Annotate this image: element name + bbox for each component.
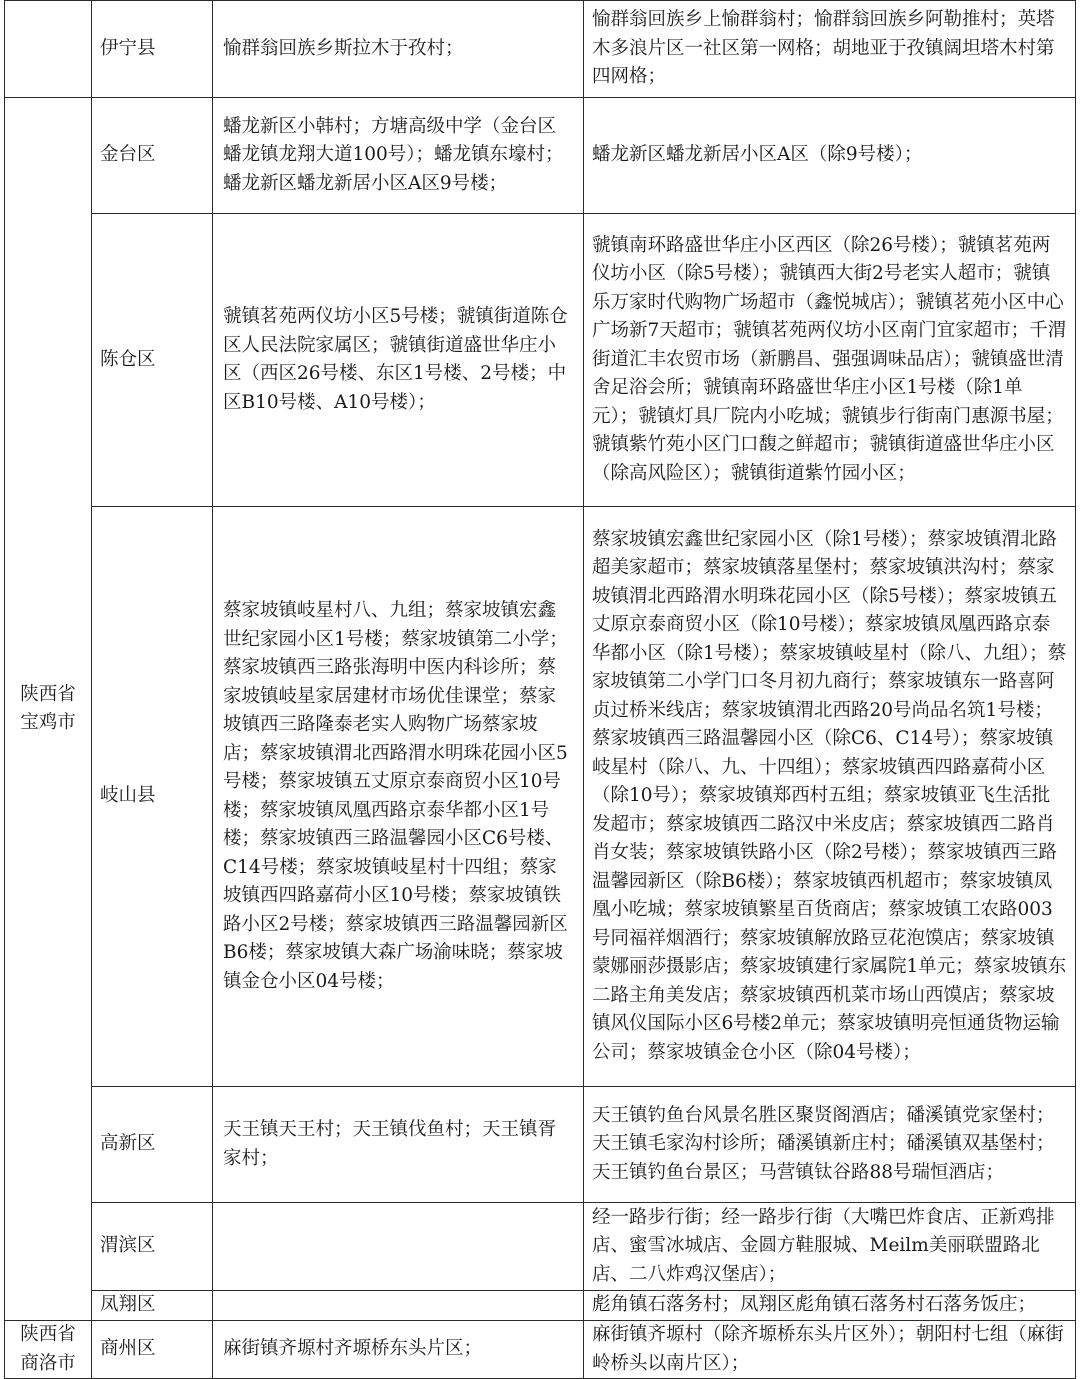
high-risk-cell: 蔡家坡镇岐星村八、九组；蔡家坡镇宏鑫世纪家园小区1号楼；蔡家坡镇第二小学；蔡家坡镇西三路张海明中医内科诊所；蔡家坡镇岐星家居建材市场优佳课堂；蔡家坡镇西三路隆泰老实人购物广场蔡家坡店；蔡家坡镇渭北西路渭水明珠花园小区5号楼；蔡家坡镇五丈原京泰商贸小区10号楼；蔡家坡镇凤凰西路京泰华都小区1号楼；蔡家坡镇西三路温馨园小区C6号楼、C14号楼；蔡家坡镇岐星村十四组；蔡家坡镇西四路嘉荷小区10号楼；蔡家坡镇铁路小区2号楼；蔡家坡镇西三路温馨园新区B6楼；蔡家坡镇大森广场渝味晓；蔡家坡镇金仓小区04号楼；: [213, 507, 584, 1087]
high-risk-cell: 愉群翁回族乡斯拉木于孜村；: [213, 1, 584, 98]
table-row: [5, 1321, 1076, 1379]
high-risk-cell: 麻街镇齐塬村齐塬桥东头片区；: [213, 1321, 584, 1379]
medium-risk-cell: 彪角镇石落务村；凤翔区彪角镇石落务村石落务饭庄；: [584, 1291, 1076, 1321]
table-row: [5, 1291, 1076, 1321]
medium-risk-cell: 经一路步行街；经一路步行街（大嘴巴炸食店、正新鸡排店、蜜雪冰城店、金圆方鞋服城、Meilm美丽联盟路北店、二八炸鸡汉堡店）；: [584, 1203, 1076, 1291]
district-cell: 岐山县: [92, 507, 213, 1087]
table-row: [5, 1087, 1076, 1203]
district-cell: 高新区: [92, 1087, 213, 1203]
medium-risk-cell: 蔡家坡镇宏鑫世纪家园小区（除1号楼）；蔡家坡镇渭北路超美家超市；蔡家坡镇落星堡村；蔡家坡镇洪沟村；蔡家坡镇渭北西路渭水明珠花园小区（除5号楼）；蔡家坡镇五丈原京泰商贸小区（除10号楼）；蔡家坡镇凤凰西路京泰华都小区（除1号楼）；蔡家坡镇岐星村（除八、九组）；蔡家坡镇第二小学门口冬月初九商行；蔡家坡镇东一路喜阿贞过桥米线店；蔡家坡镇渭北西路20号尚品名筑1号楼；蔡家坡镇西三路温馨园小区（除C6、C14号）；蔡家坡镇岐星村（除八、九、十四组）；蔡家坡镇西四路嘉荷小区（除10号）；蔡家坡镇郑西村五组；蔡家坡镇亚飞生活批发超市；蔡家坡镇西二路汉中米皮店；蔡家坡镇西二路肖肖女装；蔡家坡镇铁路小区（除2号楼）；蔡家坡镇西三路温馨园新区（除B6楼）；蔡家坡镇西机超市；蔡家坡镇凤凰小吃城；蔡家坡镇繁星百货商店；蔡家坡镇工农路003号同福祥烟酒行；蔡家坡镇解放路豆花泡馍店；蔡家坡镇蒙娜丽莎摄影店；蔡家坡镇建行家属院1单元；蔡家坡镇东二路主角美发店；蔡家坡镇西机菜市场山西馍店；蔡家坡镇风仪国际小区6号楼2单元；蔡家坡镇明亮恒通货物运输公司；蔡家坡镇金仓小区（除04号楼）；: [584, 507, 1076, 1087]
table-row: [5, 507, 1076, 1087]
province-label: 陕西省宝鸡市: [20, 683, 76, 733]
medium-risk-cell: 愉群翁回族乡上愉群翁村；愉群翁回族乡阿勒推村；英塔木多浪片区一社区第一网格；胡地亚于孜镇阔坦塔木村第四网格；: [584, 1, 1076, 98]
medium-risk-cell: 天王镇钓鱼台风景名胜区聚贤阁酒店；磻溪镇党家堡村；天王镇毛家沟村诊所；磻溪镇新庄村；磻溪镇双基堡村；天王镇钓鱼台景区；马营镇钛谷路88号瑞恒酒店；: [584, 1087, 1076, 1203]
medium-risk-cell: 麻街镇齐塬村（除齐塬桥东头片区外）；朝阳村七组（麻街岭桥头以南片区）；: [584, 1321, 1076, 1379]
high-risk-cell: [213, 1203, 584, 1291]
high-risk-cell: 天王镇天王村；天王镇伐鱼村；天王镇胥家村；: [213, 1087, 584, 1203]
district-cell: 凤翔区: [92, 1291, 213, 1321]
province-line: 商洛市: [20, 1352, 76, 1374]
district-cell: 渭滨区: [92, 1203, 213, 1291]
medium-risk-cell: 蟠龙新区蟠龙新居小区A区（除9号楼）；: [584, 98, 1076, 214]
risk-area-table: [4, 0, 1076, 1379]
high-risk-cell: [213, 1291, 584, 1321]
province-cell: [5, 1, 92, 98]
district-cell: 商州区: [92, 1321, 213, 1379]
district-cell: 陈仓区: [92, 214, 213, 507]
province-cell-shangluo: [5, 1321, 92, 1379]
high-risk-cell: 蟠龙新区小韩村；方塘高级中学（金台区蟠龙镇龙翔大道100号）；蟠龙镇东壕村；蟠龙新区蟠龙新居小区A区9号楼；: [213, 98, 584, 214]
table-row: [5, 214, 1076, 507]
district-cell: 金台区: [92, 98, 213, 214]
table-row: [5, 98, 1076, 214]
medium-risk-cell: 虢镇南环路盛世华庄小区西区（除26号楼）；虢镇茗苑两仪坊小区（除5号楼）；虢镇西大街2号老实人超市；虢镇乐万家时代购物广场超市（鑫悦城店）；虢镇茗苑小区中心广场新7天超市；虢镇茗苑两仪坊小区南门宜家超市；千渭街道汇丰农贸市场（新鹏昌、强强调味品店）；虢镇盛世清舍足浴会所；虢镇南环路盛世华庄小区1号楼（除1单元）；虢镇灯具厂院内小吃城；虢镇步行街南门惠源书屋；虢镇紫竹苑小区门口馥之鲜超市；虢镇街道盛世华庄小区（除高风险区）；虢镇街道紫竹园小区；: [584, 214, 1076, 507]
district-cell: 伊宁县: [92, 1, 213, 98]
province-line: 陕西省: [20, 1324, 76, 1345]
table-row: [5, 1, 1076, 98]
high-risk-cell: 虢镇茗苑两仪坊小区5号楼；虢镇街道陈仓区人民法院家属区；虢镇街道盛世华庄小区（西区26号楼、东区1号楼、2号楼；中区B10号楼、A10号楼）；: [213, 214, 584, 507]
table-row: [5, 1203, 1076, 1291]
province-cell-baoji: [5, 98, 92, 1321]
